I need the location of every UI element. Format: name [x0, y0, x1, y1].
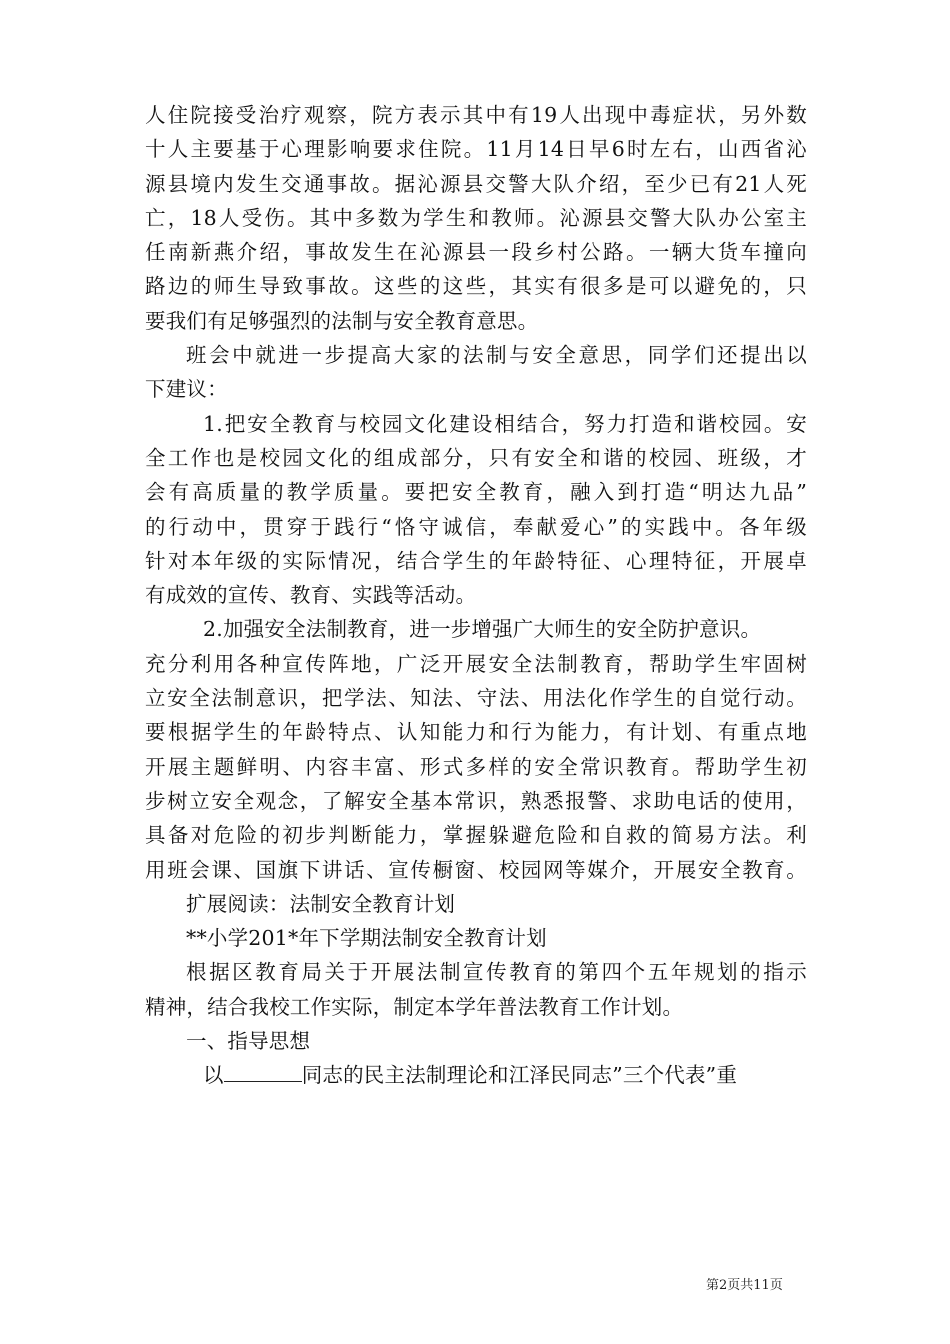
plan-title: **小学201*年下学期法制安全教育计划: [186, 926, 547, 951]
text-line: 立安全法制意识，把学法、知法、守法、用法化作学生的自觉行动。: [145, 686, 807, 711]
text-line: 的行动中，贯穿于践行“恪守诚信，奉献爱心”的实践中。各年级: [145, 514, 807, 539]
text-line: 充分利用各种宣传阵地，广泛开展安全法制教育，帮助学生牢固树: [145, 651, 807, 676]
text-line: 全工作也是校园文化的组成部分，只有安全和谐的校园、班级，才: [145, 445, 807, 470]
extended-reading-heading: 扩展阅读：法制安全教育计划: [186, 891, 456, 916]
section-heading: 一、指导思想: [186, 1029, 311, 1054]
document-body: [145, 98, 807, 1093]
text-line: 十人主要基于心理影响要求住院。11月14日早6时左右，山西省沁: [145, 137, 807, 162]
paragraph-start: 根据区教育局关于开展法制宣传教育的第四个五年规划的指示: [186, 960, 807, 985]
text-line: 步树立安全观念，了解安全基本常识，熟悉报警、求助电话的使用，: [145, 788, 807, 813]
last-line: [145, 1058, 807, 1092]
last-line-suffix: 同志的民主法制理论和江泽民同志”三个代表”重: [301, 1063, 738, 1088]
list-item-1: 1.把安全教育与校园文化建设相结合，努力打造和谐校园。安: [203, 411, 807, 436]
text-line: 源县境内发生交通事故。据沁源县交警大队介绍，至少已有21人死: [145, 171, 807, 196]
text-line: 亡，18人受伤。其中多数为学生和教师。沁源县交警大队办公室主: [145, 205, 807, 230]
text-line: 用班会课、国旗下讲话、宣传橱窗、校园网等媒介，开展安全教育。: [145, 857, 807, 882]
text-line: 人住院接受治疗观察，院方表示其中有19人出现中毒症状，另外数: [145, 103, 807, 127]
text-line: 要我们有足够强烈的法制与安全教育意思。: [145, 308, 539, 333]
text-line: 路边的师生导致事故。这些的这些，其实有很多是可以避免的，只: [145, 274, 807, 299]
fill-in-blank: [224, 1061, 302, 1082]
text-line: 要根据学生的年龄特点、认知能力和行为能力，有计划、有重点地: [145, 720, 807, 745]
last-line-prefix: 以: [203, 1063, 224, 1088]
page-number-footer: 第2页共11页: [706, 1278, 783, 1293]
text-line: 具备对危险的初步判断能力，掌握躲避危险和自救的简易方法。利: [145, 823, 807, 848]
text-line: 针对本年级的实际情况，结合学生的年龄特征、心理特征，开展卓: [145, 548, 807, 573]
list-item-2: 2.加强安全法制教育，进一步增强广大师生的安全防护意识。: [203, 617, 762, 642]
paragraph-start: 班会中就进一步提高大家的法制与安全意思，同学们还提出以: [186, 343, 807, 368]
text-line: 会有高质量的教学质量。要把安全教育，融入到打造“明达九品”: [145, 480, 807, 505]
text-line: 有成效的宣传、教育、实践等活动。: [145, 583, 477, 608]
text-line: 开展主题鲜明、内容丰富、形式多样的安全常识教育。帮助学生初: [145, 754, 807, 779]
text-line: 下建议：: [145, 377, 228, 402]
text-line: 精神，结合我校工作实际，制定本学年普法教育工作计划。: [145, 994, 684, 1019]
text-line: 任南新燕介绍，事故发生在沁源县一段乡村公路。一辆大货车撞向: [145, 240, 807, 265]
